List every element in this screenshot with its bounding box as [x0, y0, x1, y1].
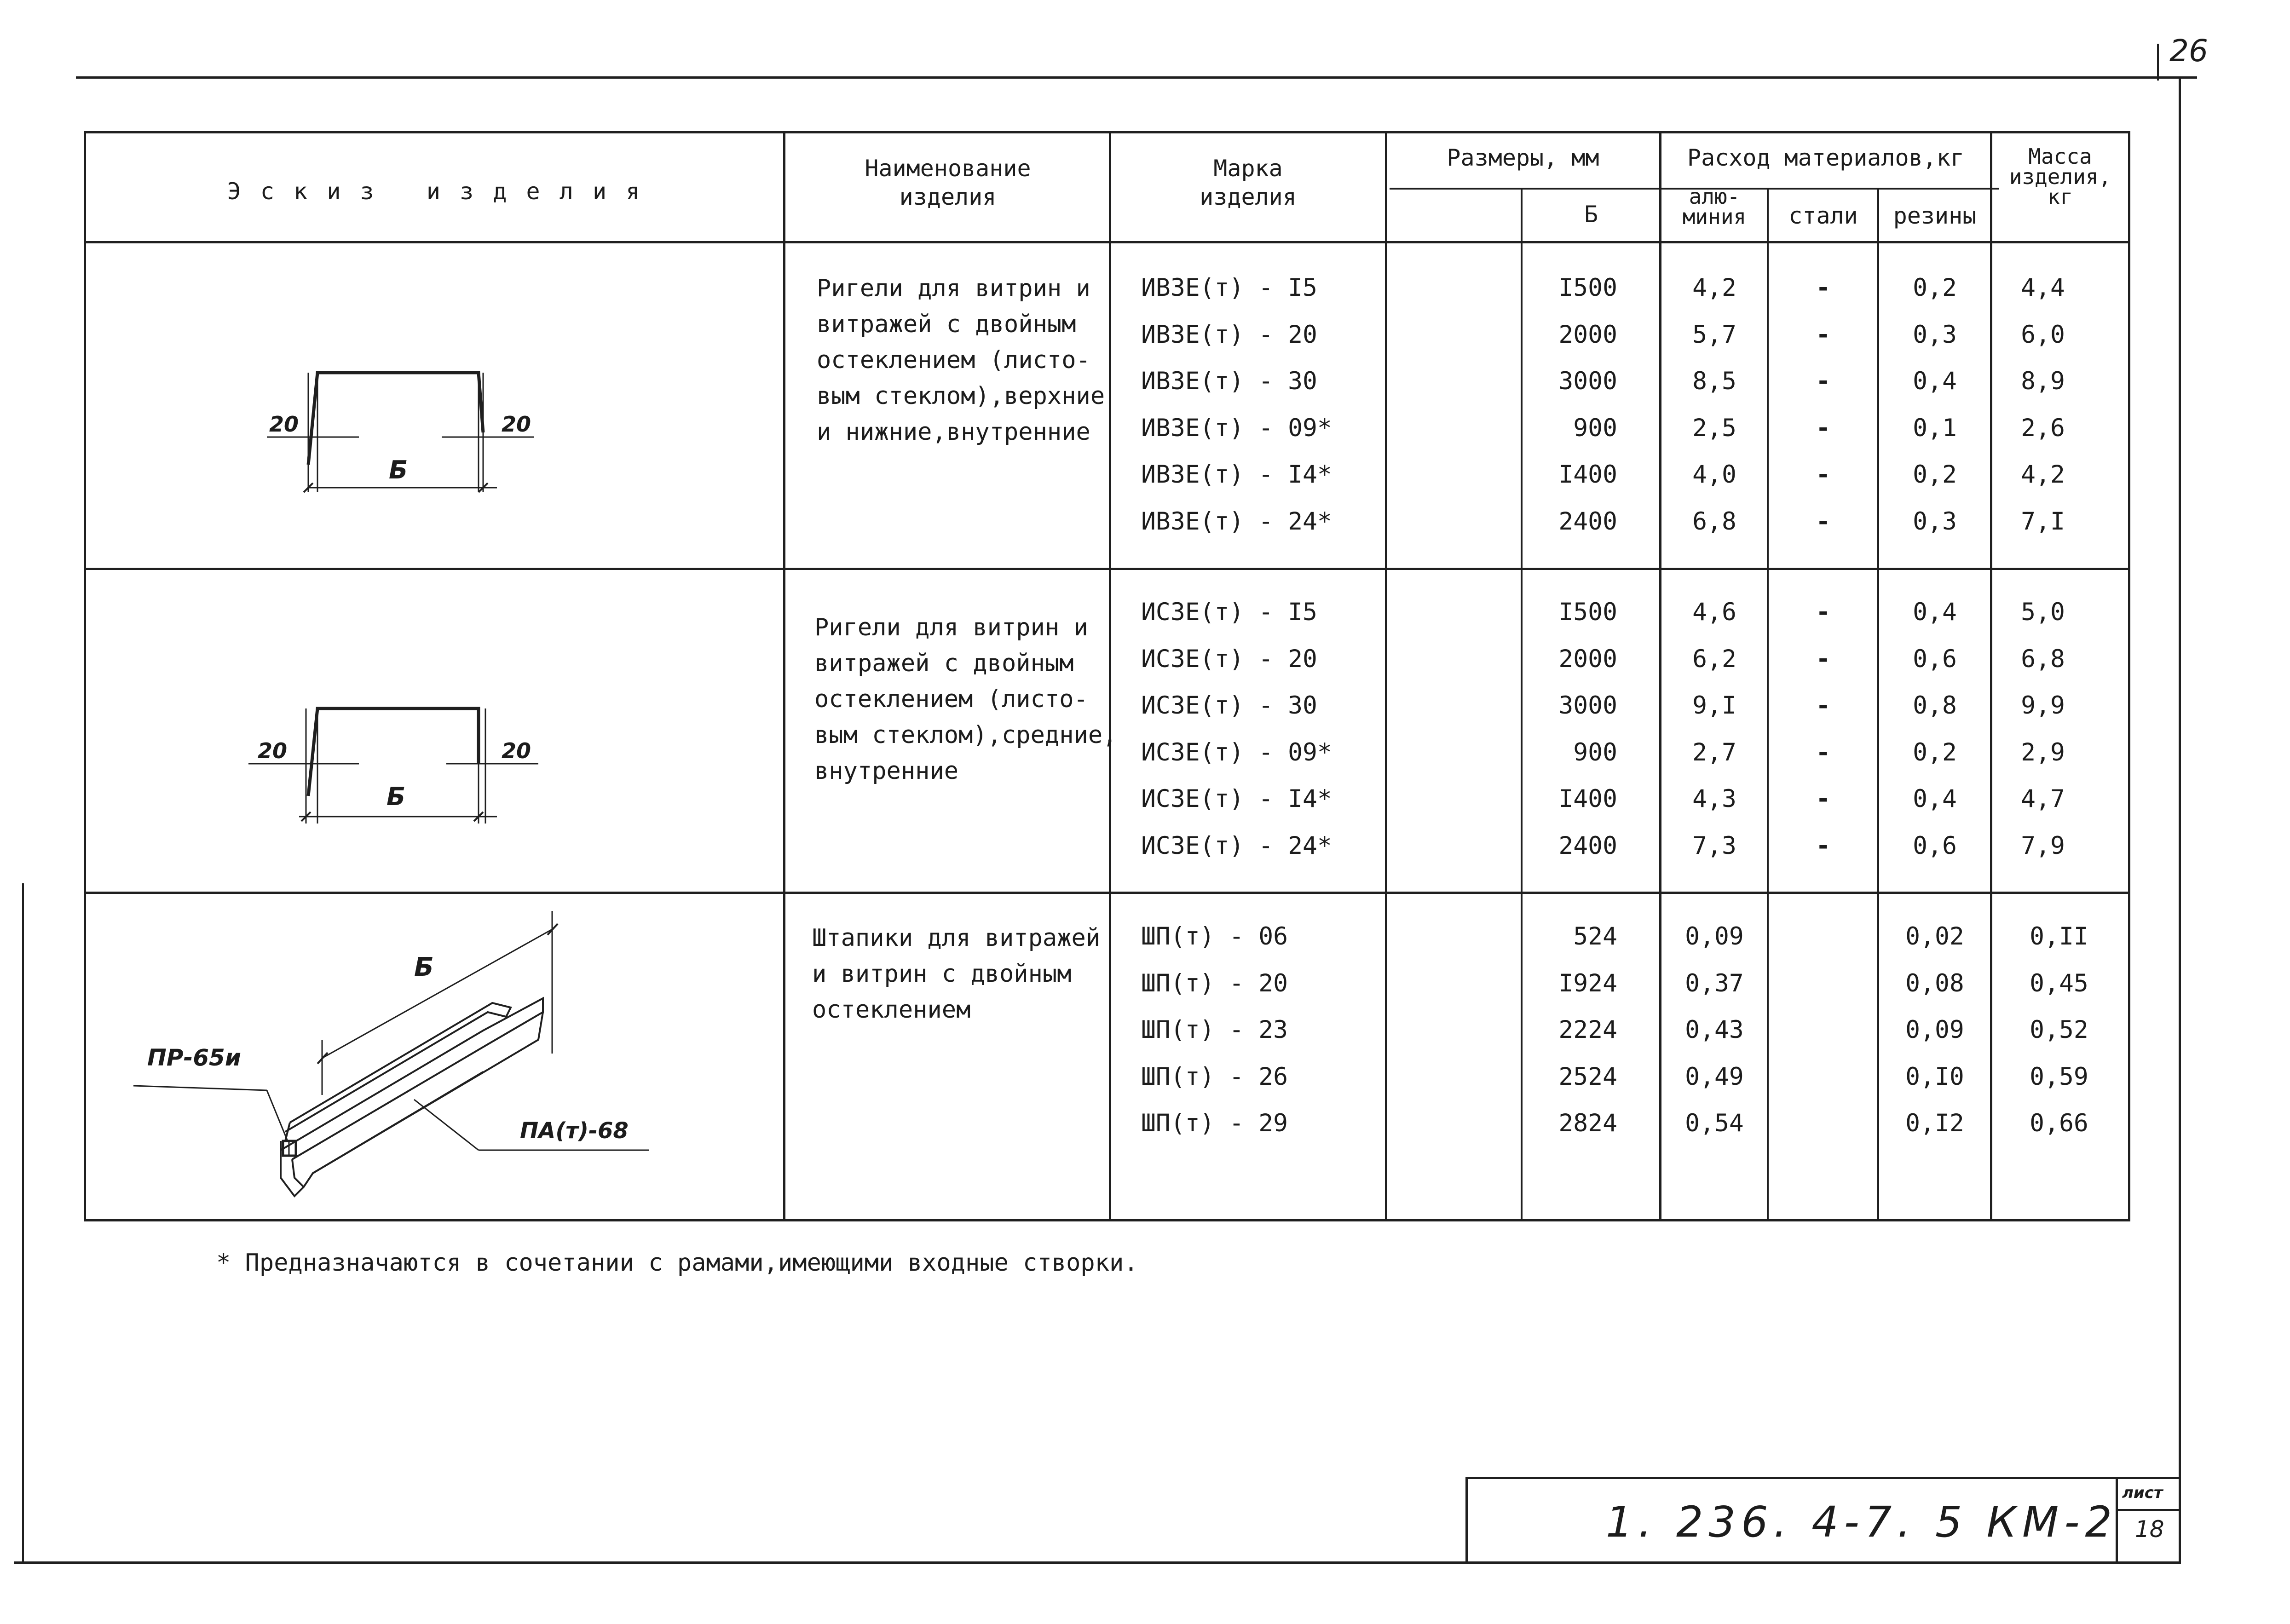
steel-cell: -	[1816, 785, 1831, 813]
header-materials: Расход материалов,кг	[1687, 144, 1965, 171]
aluminum-cell: 0,49	[1685, 1062, 1744, 1091]
dim-b-cell: I400	[1558, 785, 1617, 813]
steel-cell: -	[1816, 274, 1831, 302]
aluminum-cell: 2,7	[1692, 738, 1736, 766]
dim-b-cell: 2000	[1558, 645, 1617, 673]
aluminum-cell: 2,5	[1692, 414, 1736, 442]
dim-left: 20	[269, 412, 299, 437]
header-dimensions: Размеры, мм	[1447, 144, 1599, 171]
rubber-cell: 0,6	[1913, 831, 1957, 860]
dim-b-cell: I500	[1558, 598, 1617, 626]
dim-b-cell: I400	[1558, 461, 1617, 489]
dim-span: Б	[389, 455, 408, 484]
header-dim-b: Б	[1584, 201, 1598, 228]
page-corner-mark	[2157, 44, 2159, 81]
seal-label: ПР-65и	[147, 1044, 241, 1071]
drawing-code: 1. 236. 4-7. 5 КМ-2	[1606, 1497, 2118, 1547]
steel-column	[1769, 598, 1877, 878]
rubber-cell: 0,08	[1905, 969, 1964, 997]
mark-cell: ИСЗЕ(т) - I5	[1141, 598, 1317, 626]
mass-cell: 0,52	[2030, 1016, 2088, 1044]
mass-column	[1992, 598, 2094, 878]
top-rule	[76, 76, 2197, 79]
dim-left: 20	[258, 738, 288, 763]
sheet-label: лист	[2122, 1484, 2163, 1502]
rubber-cell: 0,1	[1913, 414, 1957, 442]
mass-cell: 0,66	[2030, 1109, 2088, 1137]
rubber-cell: 0,3	[1913, 507, 1957, 536]
dim-b-cell: 524	[1573, 922, 1617, 950]
header-mark: Марка изделия	[1200, 155, 1297, 210]
aluminum-cell: 6,8	[1692, 507, 1736, 536]
mass-cell: 5,0	[2021, 598, 2065, 626]
mass-cell: 6,8	[2021, 645, 2065, 673]
profile-label: ПА(т)-68	[520, 1118, 629, 1144]
aluminum-cell: 8,5	[1692, 367, 1736, 395]
mark-cell: ИВЗЕ(т) - 24*	[1141, 507, 1332, 536]
dim-b-cell: 2400	[1558, 507, 1617, 536]
mark-cell: ШП(т) - 26	[1141, 1062, 1288, 1091]
steel-cell: -	[1816, 691, 1831, 720]
mass-cell: 4,4	[2021, 274, 2065, 302]
mass-cell: 0,45	[2030, 969, 2088, 997]
rubber-column	[1880, 274, 1990, 554]
mass-cell: 2,9	[2021, 738, 2065, 766]
product-name: Ригели для витрин и витражей с двойным остеклением (листо- вым стеклом),средние, внутренние	[814, 614, 1117, 785]
mark-cell: ИСЗЕ(т) - 20	[1141, 645, 1317, 673]
sheet-number: 18	[2135, 1516, 2164, 1543]
dim-span: Б	[386, 782, 406, 811]
aluminum-cell: 4,6	[1692, 598, 1736, 626]
product-name: Штапики для витражей и витрин с двойным остеклением	[812, 924, 1101, 1024]
dim-b-cell: I924	[1558, 969, 1617, 997]
aluminum-cell: 0,37	[1685, 969, 1744, 997]
dim-b-cell: I500	[1558, 274, 1617, 302]
page-number: 26	[2169, 33, 2208, 69]
dim-right: 20	[502, 412, 531, 437]
dim-b-cell: 2400	[1558, 831, 1617, 860]
aluminum-cell: 4,0	[1692, 461, 1736, 489]
rubber-cell: 0,02	[1905, 922, 1964, 950]
aluminum-cell: 0,54	[1685, 1109, 1744, 1137]
steel-cell: -	[1816, 831, 1831, 860]
mark-cell: ШП(т) - 06	[1141, 922, 1288, 950]
mark-cell: ИСЗЕ(т) - I4*	[1141, 785, 1332, 813]
header-aluminum: алю- миния	[1682, 184, 1747, 229]
header-mass: Масса изделия, кг	[2009, 144, 2111, 209]
mark-cell: ШП(т) - 23	[1141, 1016, 1288, 1044]
dim-b-cell: 2000	[1558, 320, 1617, 349]
aluminum-cell: 7,3	[1692, 831, 1736, 860]
mark-cell: ИСЗЕ(т) - 09*	[1141, 738, 1332, 766]
mass-column	[1992, 274, 2094, 554]
mark-cell: ИСЗЕ(т) - 24*	[1141, 831, 1332, 860]
dim-b-cell: 900	[1573, 738, 1617, 766]
rubber-cell: 0,8	[1913, 691, 1957, 720]
aluminum-cell: 4,3	[1692, 785, 1736, 813]
mass-column	[1992, 922, 2126, 1156]
mark-cell: ИВЗЕ(т) - I4*	[1141, 461, 1332, 489]
rubber-cell: 0,2	[1913, 738, 1957, 766]
header-name: Наименование изделия	[865, 155, 1031, 210]
rubber-cell: 0,3	[1913, 320, 1957, 349]
rubber-cell: 0,2	[1913, 274, 1957, 302]
mark-cell: ШП(т) - 20	[1141, 969, 1288, 997]
rubber-cell: 0,I2	[1905, 1109, 1964, 1137]
dim-span: Б	[414, 952, 434, 982]
dim-b-column	[1523, 922, 1617, 1156]
steel-cell: -	[1816, 414, 1831, 442]
aluminum-cell: 9,I	[1692, 691, 1736, 720]
mark-column	[1141, 922, 1288, 1156]
dim-b-cell: 2224	[1558, 1016, 1617, 1044]
rubber-cell: 0,4	[1913, 367, 1957, 395]
steel-cell: -	[1816, 738, 1831, 766]
mass-cell: 4,2	[2021, 461, 2065, 489]
dim-b-column	[1523, 598, 1617, 878]
dim-b-cell: 2824	[1558, 1109, 1617, 1137]
aluminum-column	[1662, 274, 1767, 554]
steel-cell: -	[1816, 320, 1831, 349]
product-name: Ригели для витрин и витражей с двойным остеклением (листо- вым стеклом),верхние и нижние,внутренние	[817, 275, 1105, 446]
rubber-cell: 0,4	[1913, 598, 1957, 626]
steel-cell: -	[1816, 461, 1831, 489]
aluminum-cell: 5,7	[1692, 320, 1736, 349]
rubber-cell: 0,I0	[1905, 1062, 1964, 1091]
mass-cell: 6,0	[2021, 320, 2065, 349]
right-frame-line	[2179, 77, 2181, 1564]
rubber-column	[1880, 922, 1990, 1156]
rubber-cell: 0,4	[1913, 785, 1957, 813]
aluminum-column	[1662, 922, 1767, 1156]
mass-cell: 7,9	[2021, 831, 2065, 860]
mark-column	[1141, 598, 1332, 878]
header-sketch: Э с к и з и з д е л и я	[227, 178, 643, 205]
footnote: * Предназначаются в сочетании с рамами,имеющими входные створки.	[216, 1249, 1138, 1277]
mass-cell: 0,II	[2030, 922, 2088, 950]
dim-b-cell: 900	[1573, 414, 1617, 442]
mass-cell: 7,I	[2021, 507, 2065, 536]
aluminum-column	[1662, 598, 1767, 878]
mark-cell: ИВЗЕ(т) - 20	[1141, 320, 1317, 349]
rubber-column	[1880, 598, 1990, 878]
dim-right: 20	[502, 738, 531, 763]
aluminum-cell: 4,2	[1692, 274, 1736, 302]
left-frame-tick	[22, 883, 24, 1564]
aluminum-cell: 6,2	[1692, 645, 1736, 673]
mass-cell: 0,59	[2030, 1062, 2088, 1091]
mark-column	[1141, 274, 1332, 554]
steel-cell: -	[1816, 367, 1831, 395]
dim-b-column	[1523, 274, 1617, 554]
dim-b-cell: 2524	[1558, 1062, 1617, 1091]
mark-cell: ИВЗЕ(т) - 09*	[1141, 414, 1332, 442]
mark-cell: ИВЗЕ(т) - I5	[1141, 274, 1317, 302]
mass-cell: 9,9	[2021, 691, 2065, 720]
steel-column	[1769, 274, 1877, 554]
bottom-rule	[14, 1561, 2181, 1564]
mark-cell: ИСЗЕ(т) - 30	[1141, 691, 1317, 720]
rubber-cell: 0,6	[1913, 645, 1957, 673]
mark-cell: ШП(т) - 29	[1141, 1109, 1288, 1137]
mass-cell: 2,6	[2021, 414, 2065, 442]
dim-b-cell: 3000	[1558, 691, 1617, 720]
aluminum-cell: 0,43	[1685, 1016, 1744, 1044]
steel-cell: -	[1816, 645, 1831, 673]
rubber-cell: 0,2	[1913, 461, 1957, 489]
dim-b-cell: 3000	[1558, 367, 1617, 395]
steel-cell: -	[1816, 598, 1831, 626]
header-steel: стали	[1788, 202, 1858, 229]
steel-cell: -	[1816, 507, 1831, 536]
header-rubber: резины	[1893, 202, 1977, 229]
mass-cell: 4,7	[2021, 785, 2065, 813]
rubber-cell: 0,09	[1905, 1016, 1964, 1044]
aluminum-cell: 0,09	[1685, 922, 1744, 950]
mass-cell: 8,9	[2021, 367, 2065, 395]
mark-cell: ИВЗЕ(т) - 30	[1141, 367, 1317, 395]
